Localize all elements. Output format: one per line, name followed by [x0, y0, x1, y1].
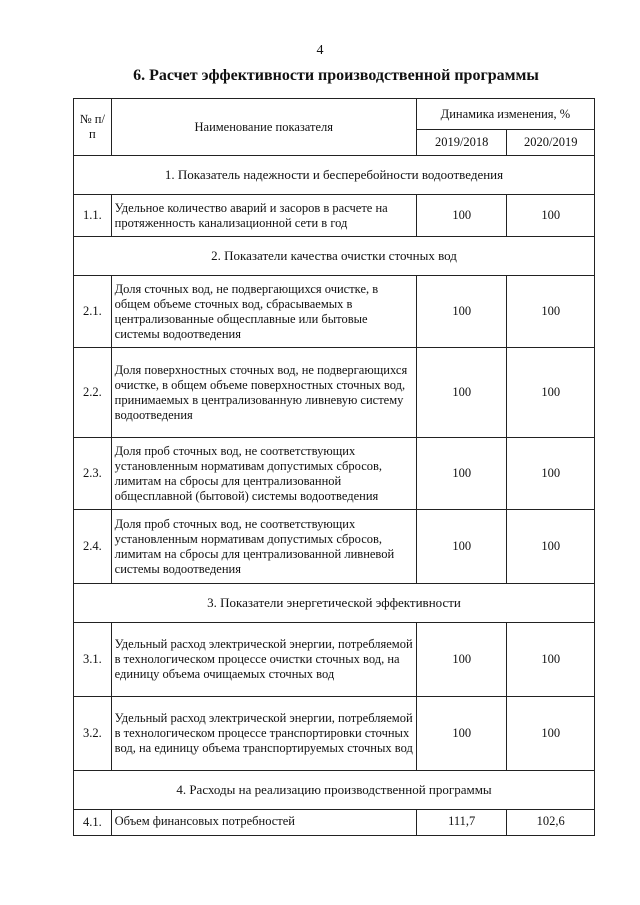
header-number: № п/п — [74, 99, 112, 156]
row-value-2019-2018: 100 — [416, 195, 507, 237]
row-value-2019-2018: 100 — [416, 510, 507, 584]
table-row — [74, 195, 595, 237]
row-indicator-name: Доля сточных вод, не подвергающихся очистке, в общем объеме сточных вод, сбрасываемых в централизованные общесплавные или бытовые системы водоотведения — [111, 276, 416, 348]
row-number: 4.1. — [74, 810, 112, 836]
row-value-2020-2019: 100 — [507, 623, 595, 697]
row-indicator-name: Доля проб сточных вод, не соответствующих установленным нормативам допустимых сбросов, лимитам на сбросы для централизованной общесплавной (бытовой) системы водоотведения — [111, 438, 416, 510]
row-indicator-name: Удельный расход электрической энергии, потребляемой в технологическом процессе очистки сточных вод, на единицу объема очищаемых сточных вод — [111, 623, 416, 697]
row-value-2019-2018: 100 — [416, 697, 507, 771]
efficiency-table — [73, 98, 595, 836]
section-title: 2. Показатели качества очистки сточных вод — [74, 237, 595, 276]
row-number: 2.2. — [74, 348, 112, 438]
header-dynamics: Динамика изменения, % — [416, 99, 594, 130]
row-value-2019-2018: 100 — [416, 276, 507, 348]
section-row — [74, 156, 595, 195]
header-indicator-name: Наименование показателя — [111, 99, 416, 156]
row-indicator-name: Доля поверхностных сточных вод, не подвергающихся очистке, в общем объеме поверхностных сточных вод, принимаемых в централизованную ливневую систему водоотведения — [111, 348, 416, 438]
row-number: 3.1. — [74, 623, 112, 697]
row-indicator-name: Удельный расход электрической энергии, потребляемой в технологическом процессе транспортировки сточных вод, на единицу объема транспортируемых сточных вод — [111, 697, 416, 771]
row-number: 3.2. — [74, 697, 112, 771]
row-value-2020-2019: 100 — [507, 697, 595, 771]
row-value-2020-2019: 102,6 — [507, 810, 595, 836]
table-row — [74, 697, 595, 771]
row-value-2019-2018: 111,7 — [416, 810, 507, 836]
section-row — [74, 237, 595, 276]
row-value-2020-2019: 100 — [507, 195, 595, 237]
row-indicator-name: Доля проб сточных вод, не соответствующих установленным нормативам допустимых сбросов, лимитам на сбросы для централизованной ливневой системы водоотведения — [111, 510, 416, 584]
row-value-2020-2019: 100 — [507, 510, 595, 584]
row-value-2019-2018: 100 — [416, 348, 507, 438]
row-indicator-name: Удельное количество аварий и засоров в расчете на протяженность канализационной сети в год — [111, 195, 416, 237]
section-title: 4. Расходы на реализацию производственной программы — [74, 771, 595, 810]
section-title: 3. Показатели энергетической эффективности — [74, 584, 595, 623]
header-year-2019-2018: 2019/2018 — [416, 130, 507, 156]
row-value-2019-2018: 100 — [416, 623, 507, 697]
section-row — [74, 771, 595, 810]
row-number: 2.1. — [74, 276, 112, 348]
section-row — [74, 584, 595, 623]
table-row — [74, 276, 595, 348]
table-row — [74, 510, 595, 584]
row-indicator-name: Объем финансовых потребностей — [111, 810, 416, 836]
row-number: 1.1. — [74, 195, 112, 237]
row-number: 2.3. — [74, 438, 112, 510]
row-value-2020-2019: 100 — [507, 438, 595, 510]
page-number: 4 — [316, 43, 324, 58]
row-value-2020-2019: 100 — [507, 276, 595, 348]
header-year-2020-2019: 2020/2019 — [507, 130, 595, 156]
table-row — [74, 810, 595, 836]
table-row — [74, 348, 595, 438]
table-row — [74, 623, 595, 697]
row-value-2019-2018: 100 — [416, 438, 507, 510]
row-value-2020-2019: 100 — [507, 348, 595, 438]
table-row — [74, 438, 595, 510]
row-number: 2.4. — [74, 510, 112, 584]
section-title: 1. Показатель надежности и бесперебойности водоотведения — [74, 156, 595, 195]
document-title: 6. Расчет эффективности производственной программы — [133, 67, 539, 84]
